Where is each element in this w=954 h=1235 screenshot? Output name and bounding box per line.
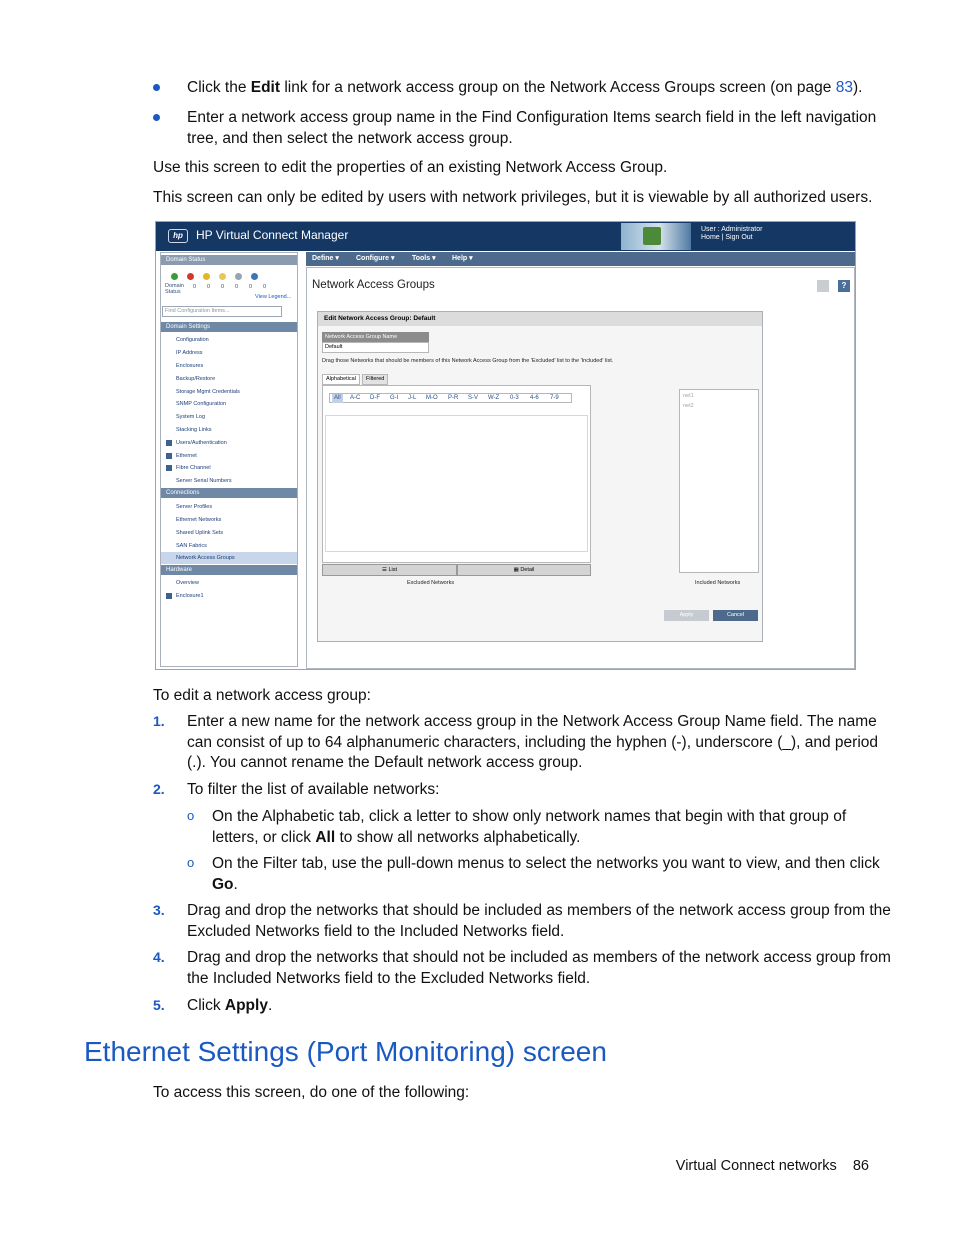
page-link[interactable]: 83 <box>835 79 853 96</box>
apply-button[interactable]: Apply <box>664 610 709 621</box>
step-number: 3. <box>153 902 165 918</box>
page-title: Network Access Groups <box>312 279 435 291</box>
nav-item[interactable]: Stacking Links <box>176 427 212 433</box>
screenshot-network-access-group <box>155 221 856 670</box>
letter-group[interactable]: 7-9 <box>550 395 559 401</box>
cancel-button[interactable]: Cancel <box>713 610 758 621</box>
letter-group[interactable]: M-O <box>426 395 438 401</box>
page-footer <box>676 1158 869 1174</box>
name-input[interactable]: Default <box>322 342 429 353</box>
ok-icon <box>171 273 178 280</box>
menu-help[interactable]: Help ▾ <box>452 255 473 262</box>
minor-icon <box>219 273 226 280</box>
section-intro: To access this screen, do one of the following: <box>153 1084 470 1101</box>
menu-bar <box>306 252 856 266</box>
excluded-networks-box <box>322 385 591 563</box>
connections-header[interactable]: Connections <box>161 488 297 498</box>
letter-group[interactable]: P-R <box>448 395 459 401</box>
sub-bullet-marker: o <box>187 855 195 870</box>
app-header <box>156 222 856 251</box>
main-content <box>306 267 855 669</box>
nav-item[interactable]: Backup/Restore <box>176 376 216 382</box>
header-graphic <box>621 223 691 250</box>
left-navigation <box>160 252 298 667</box>
step-5: Click Apply. <box>187 997 273 1014</box>
step-2a: On the Alphabetic tab, click a letter to show only network names that begin with that group of letters, or click All to show all networks alphabetically. <box>212 808 847 846</box>
letter-group[interactable]: G-I <box>390 395 399 401</box>
home-icon <box>643 227 661 245</box>
warning-icon <box>203 273 210 280</box>
status-count: 0 <box>263 284 267 290</box>
nav-item[interactable]: Shared Uplink Sets <box>176 530 224 536</box>
letter-group[interactable]: A-C <box>350 395 361 401</box>
instructions: Drag those Networks that should be members of this Network Access Group from the 'Excluded' list to the 'Included' list. <box>322 358 614 364</box>
status-count: 0 <box>249 284 253 290</box>
home-signout-links[interactable]: Home | Sign Out <box>701 234 753 241</box>
hp-logo: hp <box>168 229 188 243</box>
bullet-edit-link: Click the Edit link for a network access group on the Network Access Groups screen (on page 83). <box>187 79 863 96</box>
bullet-find-config: Enter a network access group name in the Find Configuration Items search field in the left navigation tree, and then select the network access group. <box>187 109 877 147</box>
nav-item[interactable]: Fibre Channel <box>176 465 211 471</box>
view-legend-link[interactable]: View Legend... <box>255 294 292 300</box>
nav-item[interactable]: System Log <box>176 414 206 420</box>
network-item[interactable]: net1 <box>683 393 694 399</box>
nav-item[interactable]: Ethernet Networks <box>176 517 222 523</box>
step-4: Drag and drop the networks that should not be included as members of the network access group from the Included Networks field to the Excluded Networks field. <box>187 949 891 987</box>
step-number: 4. <box>153 949 165 965</box>
excluded-caption: Excluded Networks <box>407 580 455 586</box>
bullet-marker <box>153 84 160 91</box>
bullet-marker <box>153 114 160 121</box>
letter-group[interactable]: W-Z <box>488 395 500 401</box>
step-number: 5. <box>153 997 165 1013</box>
print-icon[interactable] <box>817 280 829 292</box>
domain-status-header: Domain Status <box>161 255 297 265</box>
detail-view-button[interactable]: ▦ Detail <box>457 564 591 576</box>
tab-filtered[interactable]: Filtered <box>362 374 388 385</box>
list-icon: ☰ <box>381 567 389 573</box>
menu-configure[interactable]: Configure ▾ <box>356 255 395 262</box>
nav-item[interactable]: Enclosure1 <box>176 593 204 599</box>
name-field-label: Network Access Group Name <box>322 332 429 342</box>
letter-group[interactable]: D-F <box>370 395 380 401</box>
info-icon <box>251 273 258 280</box>
app-title: HP Virtual Connect Manager <box>196 228 349 242</box>
status-count: 0 <box>235 284 239 290</box>
letter-all[interactable]: All <box>334 395 341 401</box>
critical-icon <box>187 273 194 280</box>
expand-icon[interactable] <box>166 440 172 446</box>
nav-item-selected[interactable]: Network Access Groups <box>161 552 297 564</box>
unknown-icon <box>235 273 242 280</box>
nav-item[interactable]: Users/Authentication <box>176 440 227 446</box>
nav-item[interactable]: Enclosures <box>176 363 204 369</box>
letter-group[interactable]: J-L <box>408 395 417 401</box>
status-count: 0 <box>207 284 211 290</box>
tab-alphabetical[interactable]: Alphabetical <box>322 374 360 385</box>
nav-item[interactable]: Server Profiles <box>176 504 213 510</box>
network-item[interactable]: net2 <box>683 403 694 409</box>
nav-item[interactable]: Configuration <box>176 337 209 343</box>
step-2b: On the Filter tab, use the pull-down menus to select the networks you want to view, and then click Go. <box>212 855 880 893</box>
find-config-input[interactable]: Find Configuration Items... <box>162 306 282 317</box>
nav-item[interactable]: Overview <box>176 580 199 586</box>
footer-chapter: Virtual Connect networks <box>675 1158 837 1174</box>
step-number: 2. <box>153 781 165 797</box>
letter-group[interactable]: 0-3 <box>510 395 519 401</box>
step-number: 1. <box>153 713 165 729</box>
nav-item[interactable]: Storage Mgmt Credentials <box>176 389 240 395</box>
panel-title: Edit Network Access Group: Default <box>318 312 762 326</box>
nav-item[interactable]: SNMP Configuration <box>176 401 227 407</box>
letter-filter <box>329 393 572 403</box>
expand-icon[interactable] <box>166 593 172 599</box>
domain-status-link[interactable]: Domain Status <box>165 283 184 295</box>
expand-icon[interactable] <box>166 453 172 459</box>
included-networks-list[interactable] <box>679 389 759 573</box>
excluded-networks-list[interactable] <box>325 415 588 552</box>
step-3: Drag and drop the networks that should be included as members of the network access group from the Excluded Networks field to the Included Networks field. <box>187 902 891 940</box>
step-2: To filter the list of available networks: <box>187 781 440 798</box>
step-1: Enter a new name for the network access group in the Network Access Group Name field. The name can consist of up to 64 alphanumeric characters, including the hyphen (-), underscore (_), and period (.). You cannot rename the Default network access group. <box>187 713 878 771</box>
user-label: User : Administrator <box>701 226 763 233</box>
sub-bullet-marker: o <box>187 808 195 823</box>
hardware-header[interactable]: Hardware <box>161 565 297 575</box>
edit-panel <box>317 311 763 642</box>
user-info <box>701 226 762 242</box>
menu-define[interactable]: Define ▾ <box>312 255 339 262</box>
status-count: 0 <box>221 284 225 290</box>
section-heading: Ethernet Settings (Port Monitoring) screen <box>84 1036 607 1067</box>
detail-icon: ▦ <box>513 567 521 573</box>
nav-item[interactable]: Ethernet <box>176 453 197 459</box>
included-caption: Included Networks <box>695 580 741 586</box>
paragraph: This screen can only be edited by users with network privileges, but it is viewable by all authorized users. <box>153 189 873 206</box>
nav-item[interactable]: SAN Fabrics <box>176 543 207 549</box>
expand-icon[interactable] <box>166 465 172 471</box>
status-count: 0 <box>193 284 197 290</box>
help-icon[interactable]: ? <box>838 280 850 292</box>
page-number: 86 <box>852 1158 869 1174</box>
letter-group[interactable]: 4-6 <box>530 395 539 401</box>
nav-item[interactable]: Server Serial Numbers <box>176 478 232 484</box>
menu-tools[interactable]: Tools ▾ <box>412 255 436 262</box>
domain-settings-header[interactable]: Domain Settings <box>161 322 297 332</box>
list-view-button[interactable]: ☰ List <box>322 564 457 576</box>
nav-item[interactable]: IP Address <box>176 350 203 356</box>
steps-intro: To edit a network access group: <box>153 687 371 704</box>
letter-group[interactable]: S-V <box>468 395 479 401</box>
paragraph: Use this screen to edit the properties of an existing Network Access Group. <box>153 159 668 176</box>
